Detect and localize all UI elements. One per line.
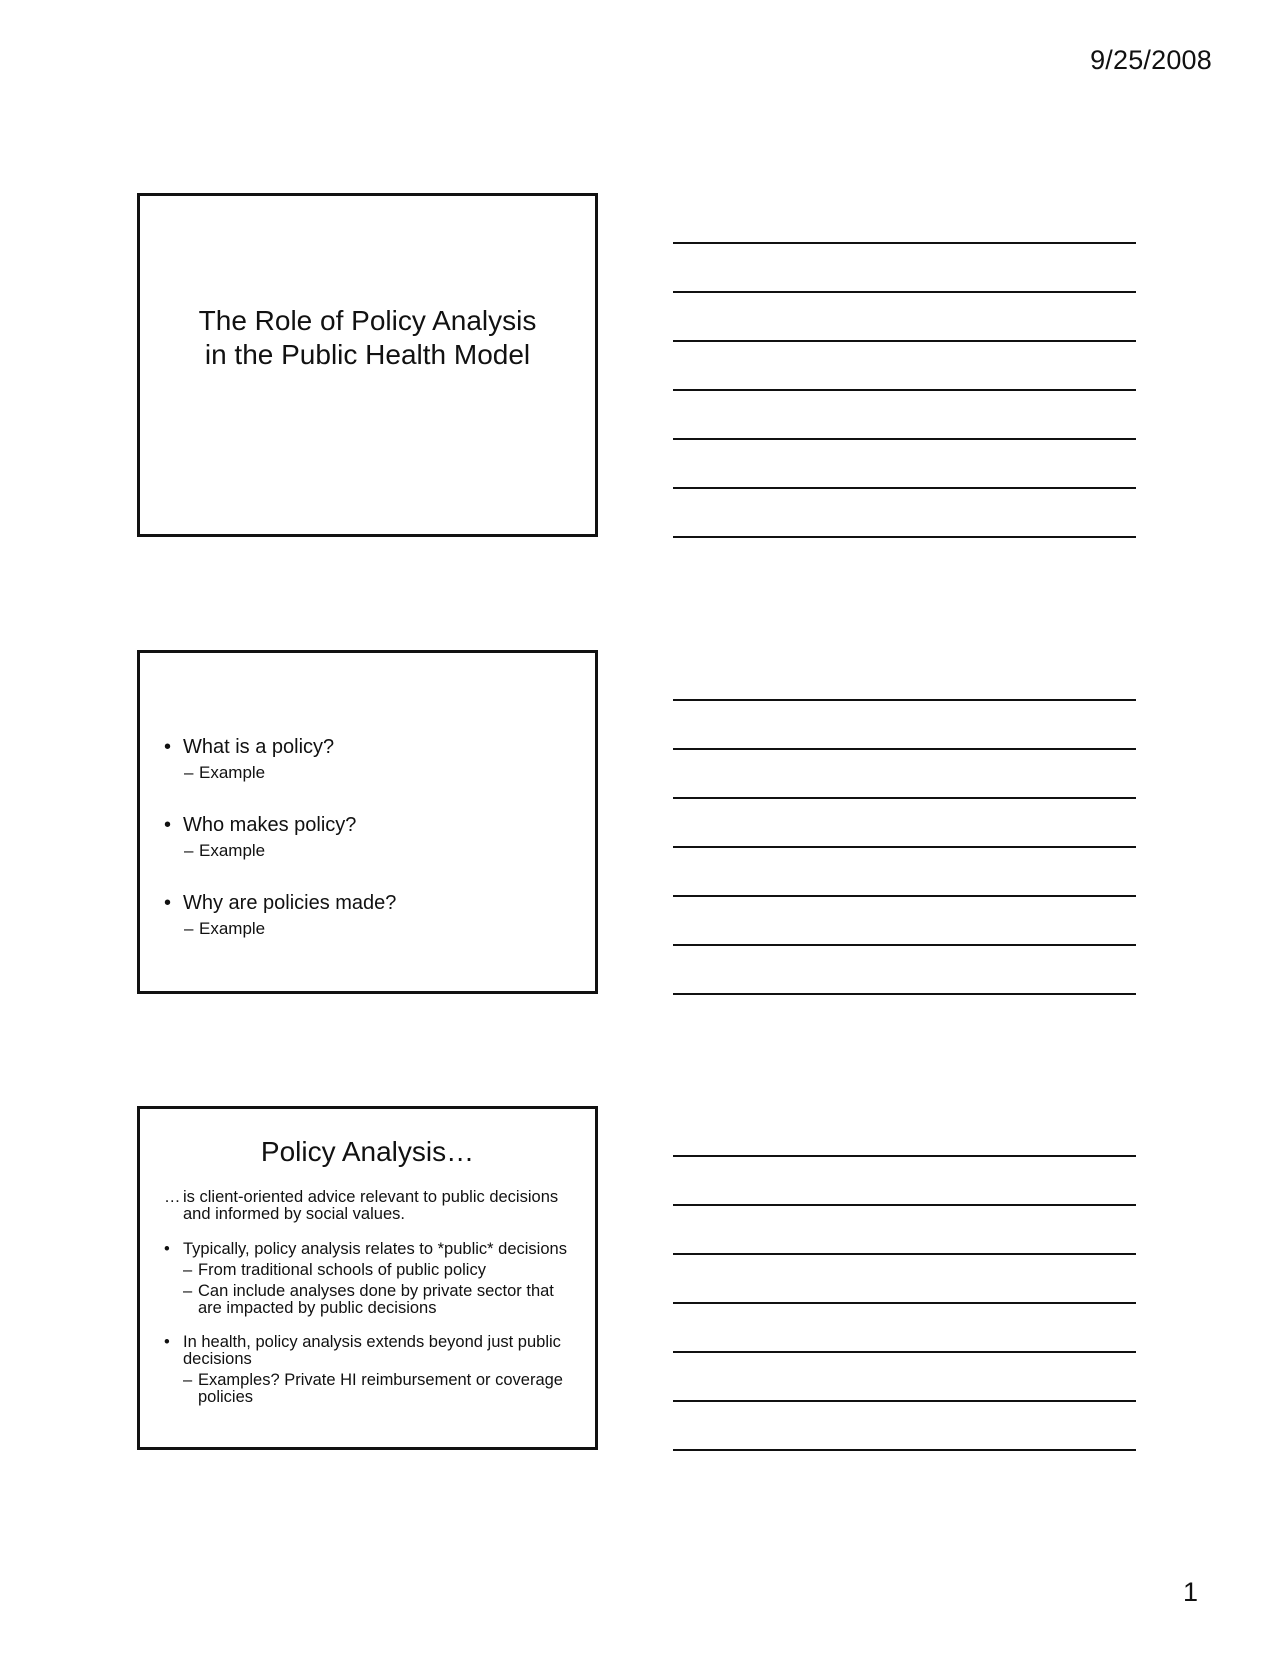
- definition-text: is client-oriented advice relevant to public decisions and informed by social values.: [183, 1188, 559, 1223]
- bullet-marker: •: [164, 1333, 170, 1351]
- note-line: [673, 944, 1136, 946]
- note-line: [673, 340, 1136, 342]
- dash-marker: –: [184, 841, 194, 860]
- note-line: [673, 1400, 1136, 1402]
- definition-lead: …: [164, 1188, 181, 1206]
- definition-line: [164, 1189, 581, 1223]
- sub-bullet-text: Examples? Private HI reimbursement or coverage policies: [198, 1371, 563, 1406]
- bullet-marker: •: [164, 892, 172, 914]
- dash-marker: –: [184, 919, 194, 938]
- question-item: [164, 813, 585, 861]
- question-text: Why are policies made?: [183, 892, 397, 914]
- note-line: [673, 748, 1136, 750]
- bullet-text: In health, policy analysis extends beyond just public decisions: [183, 1333, 561, 1368]
- question-list: [164, 735, 585, 939]
- question-item: [164, 735, 585, 783]
- bullet-marker: •: [164, 1240, 170, 1258]
- note-line: [673, 797, 1136, 799]
- sub-item-text: Example: [199, 763, 266, 782]
- question-text: What is a policy?: [183, 736, 335, 758]
- note-line: [673, 1204, 1136, 1206]
- note-line: [673, 1351, 1136, 1353]
- slide-3-policy-analysis: [137, 1106, 598, 1450]
- slide-2-questions: [137, 650, 598, 994]
- question-text: Who makes policy?: [183, 814, 357, 836]
- bullet-marker: •: [164, 736, 172, 758]
- dash-marker: –: [183, 1371, 193, 1389]
- dash-marker: –: [184, 763, 194, 782]
- note-line: [673, 993, 1136, 995]
- note-line: [673, 242, 1136, 244]
- bullet-item: [164, 1241, 581, 1317]
- dash-marker: –: [183, 1261, 193, 1279]
- note-line: [673, 1253, 1136, 1255]
- page-number: 1: [1182, 1577, 1198, 1607]
- slide-1-title: [140, 304, 595, 372]
- slide-3-body: [164, 1189, 581, 1406]
- sub-item-text: Example: [199, 841, 266, 860]
- note-line: [673, 389, 1136, 391]
- bullet-text: Typically, policy analysis relates to *public* decisions: [183, 1240, 567, 1258]
- slide-1-title-slide: [137, 193, 598, 537]
- note-line: [673, 487, 1136, 489]
- bullet-marker: •: [164, 814, 172, 836]
- slide-1-title-line-1: The Role of Policy Analysis: [198, 305, 537, 336]
- note-line: [673, 1302, 1136, 1304]
- question-item: [164, 891, 585, 939]
- note-line: [673, 895, 1136, 897]
- sub-bullet-text: From traditional schools of public policy: [198, 1261, 486, 1279]
- note-line: [673, 1155, 1136, 1157]
- note-line: [673, 291, 1136, 293]
- note-line: [673, 536, 1136, 538]
- slide-1-title-line-2: in the Public Health Model: [204, 339, 531, 370]
- note-line: [673, 846, 1136, 848]
- bullet-item: [164, 1334, 581, 1406]
- note-line: [673, 1449, 1136, 1451]
- header-date: 9/25/2008: [1090, 45, 1212, 75]
- note-line: [673, 438, 1136, 440]
- dash-marker: –: [183, 1282, 193, 1300]
- sub-item-text: Example: [199, 919, 266, 938]
- sub-bullet-text: Can include analyses done by private sector that are impacted by public decisions: [198, 1282, 554, 1317]
- slide-3-heading: Policy Analysis…: [260, 1136, 475, 1167]
- note-line: [673, 699, 1136, 701]
